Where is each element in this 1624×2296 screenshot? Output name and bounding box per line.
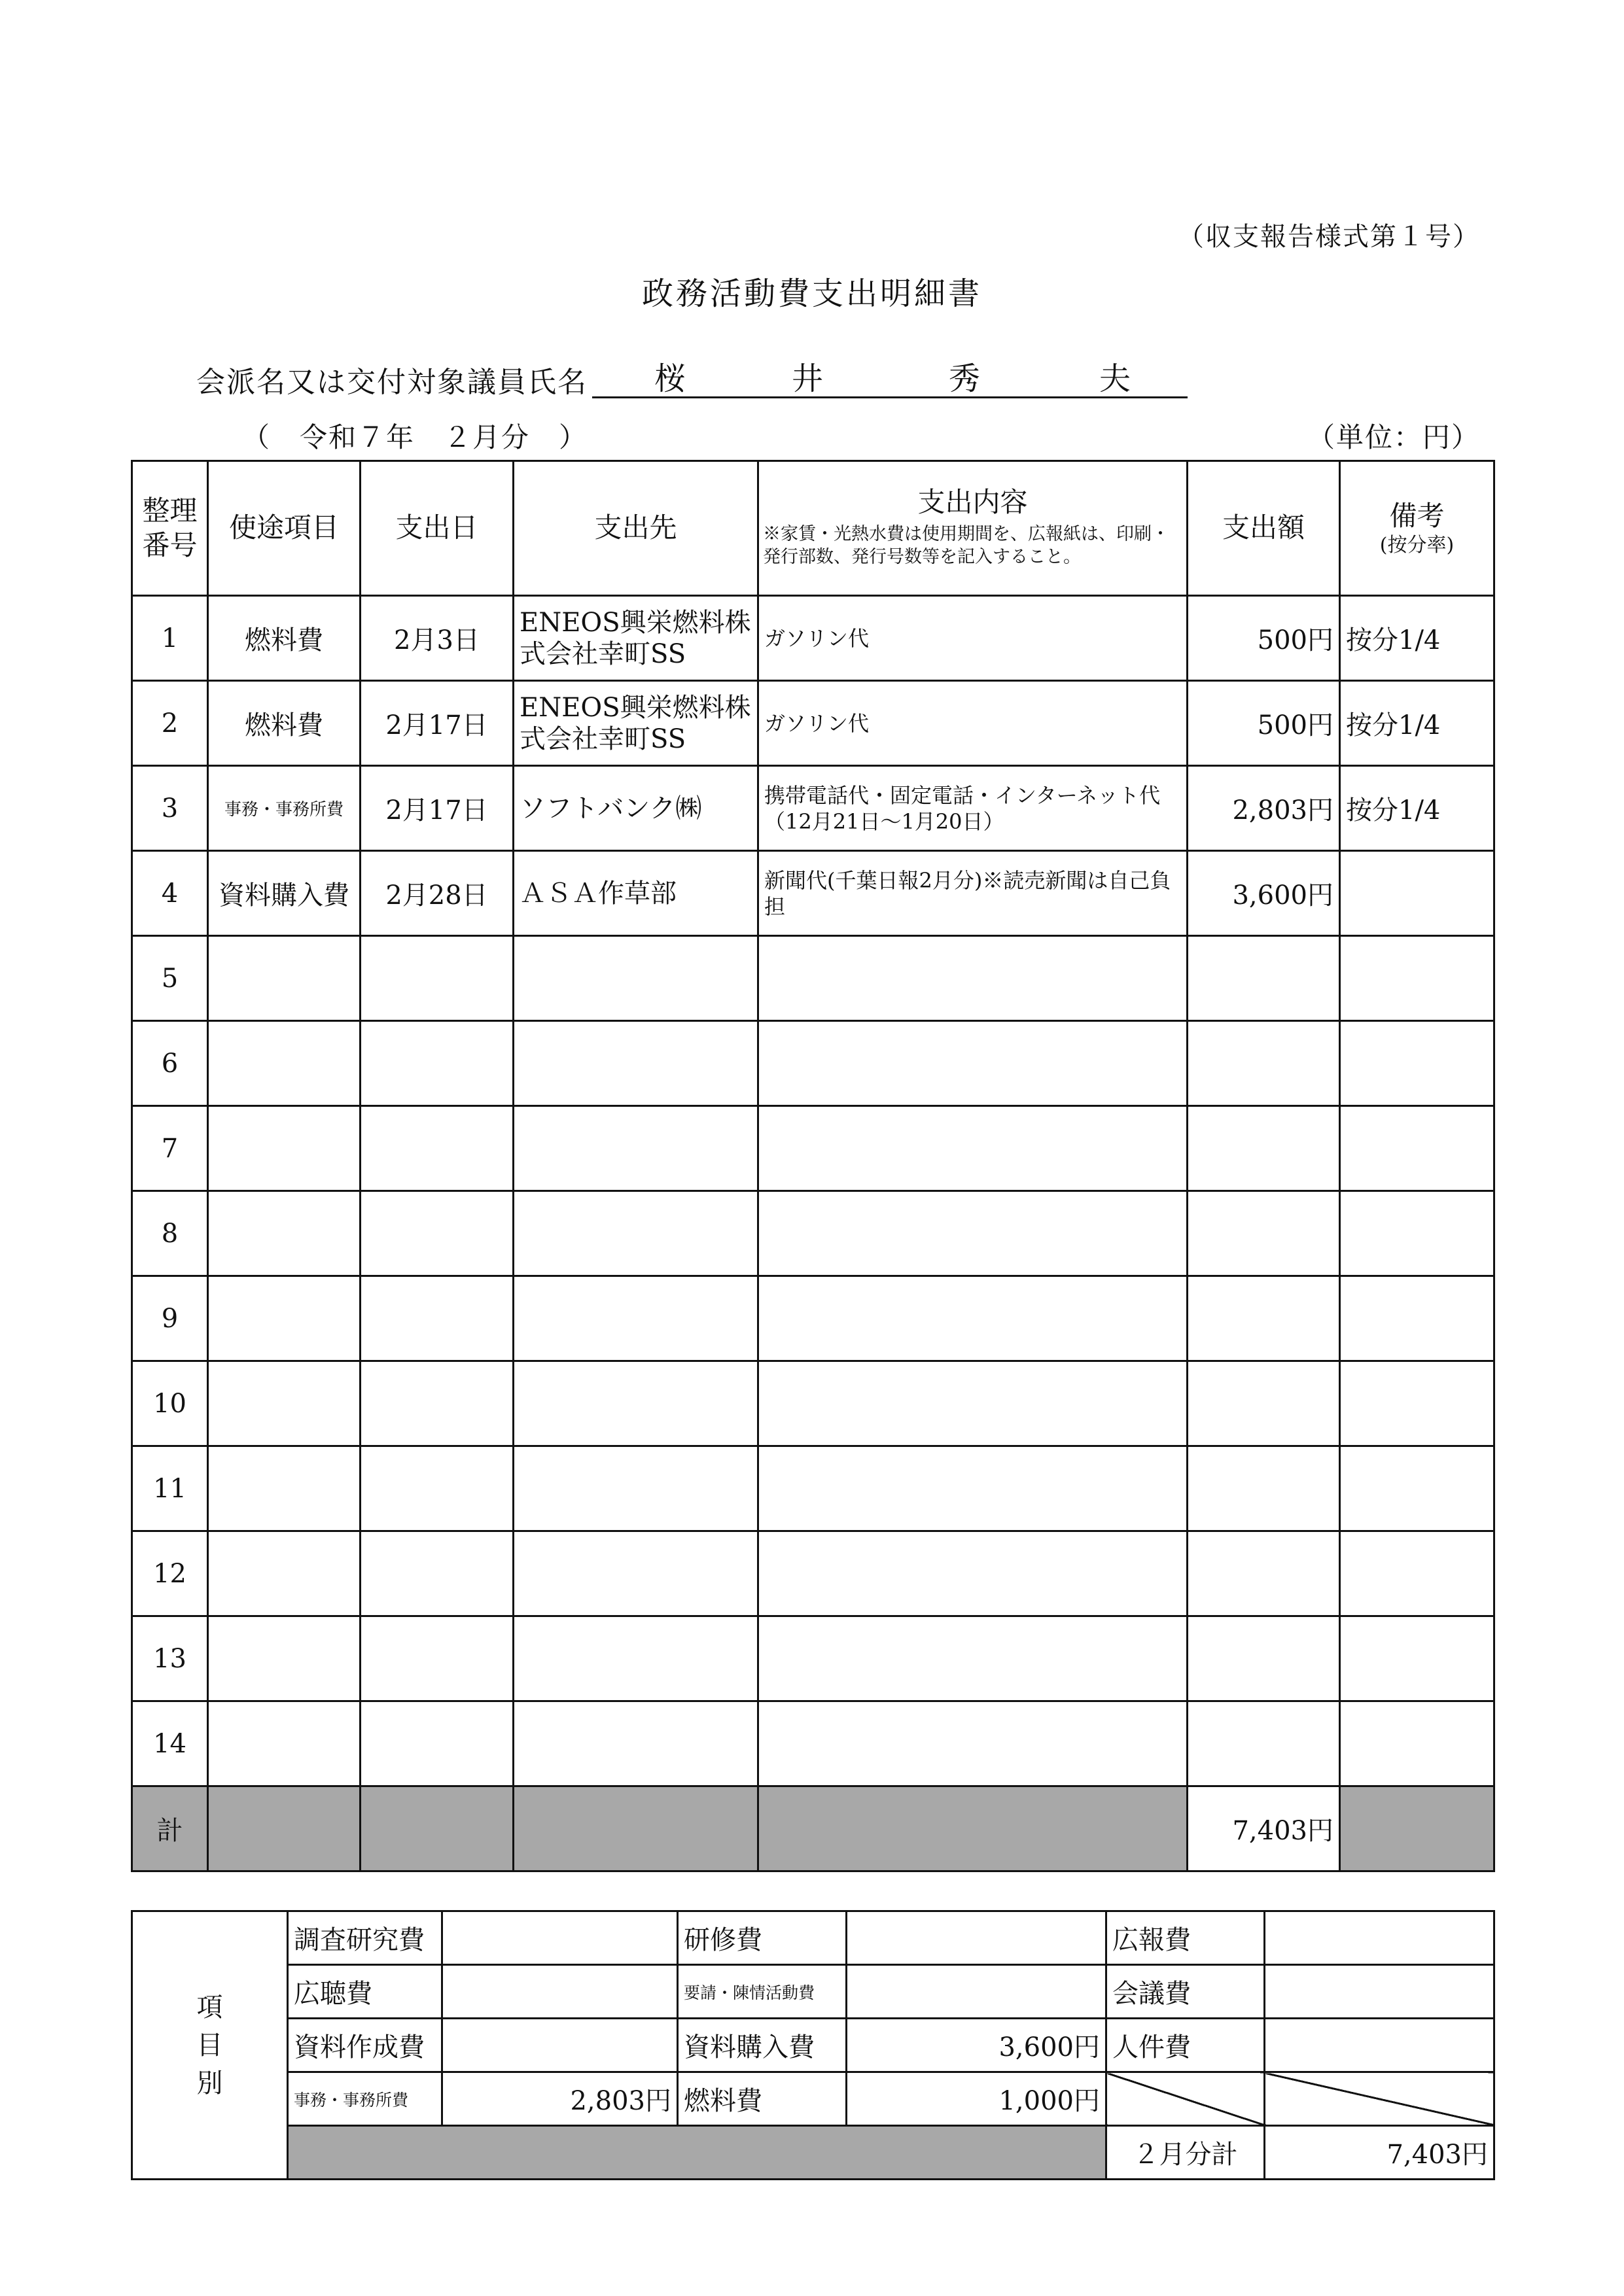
month-total-label: ２月分計 [1106,2126,1265,2180]
summary-doc-purchase-amount: 3,600円 [847,2019,1106,2072]
row-payee [514,1446,758,1531]
total-amount: 7,403円 [1188,1786,1340,1871]
summary-personnel-label: 人件費 [1106,2019,1265,2072]
summary-label: 項目別 [132,1911,288,2180]
row-content [758,1106,1188,1191]
row-no: 4 [132,851,208,936]
row-payee [514,1276,758,1361]
row-use [208,1021,361,1106]
row-content [758,1021,1188,1106]
table-row [132,681,1494,766]
row-amount [1188,1106,1340,1191]
row-remark [1340,1531,1494,1616]
row-amount [1188,1531,1340,1616]
summary-petition-amount [847,1965,1106,2019]
table-row [132,1276,1494,1361]
row-use: 燃料費 [208,596,361,681]
member-name-char: 秀 [949,360,981,397]
row-amount: 3,600円 [1188,851,1340,936]
row-date: 2月28日 [361,851,514,936]
row-amount: 2,803円 [1188,766,1340,851]
row-date: 2月17日 [361,766,514,851]
row-use: 事務・事務所費 [208,766,361,851]
table-row [132,1446,1494,1531]
form-number: （収支報告様式第１号） [1178,222,1480,252]
summary-publicity-label: 広報費 [1106,1911,1265,1965]
table-row [132,1191,1494,1276]
summary-diagonal-cell [1106,2072,1265,2126]
row-payee [514,936,758,1021]
summary-personnel-amount [1265,2019,1494,2072]
row-payee: ENEOS興栄燃料株式会社幸町SS [514,596,758,681]
row-remark: 按分1/4 [1340,596,1494,681]
row-no: 13 [132,1616,208,1701]
summary-doc-creation-amount [442,2019,678,2072]
row-payee: ＡＳＡ作草部 [514,851,758,936]
row-payee: ENEOS興栄燃料株式会社幸町SS [514,681,758,766]
table-row [132,596,1494,681]
row-content [758,1446,1188,1531]
summary-research-amount [442,1911,678,1965]
row-amount [1188,1361,1340,1446]
row-remark [1340,1701,1494,1786]
header-use: 使途項目 [208,461,361,596]
row-content [758,1531,1188,1616]
total-blank [1340,1786,1494,1871]
document-title: 政務活動費支出明細書 [641,275,982,312]
row-no: 8 [132,1191,208,1276]
row-remark [1340,1191,1494,1276]
category-summary-table [131,1910,1495,2180]
row-date [361,1276,514,1361]
row-content [758,1701,1188,1786]
total-blank [514,1786,758,1871]
summary-doc-creation-label: 資料作成費 [288,2019,442,2072]
row-no: 12 [132,1531,208,1616]
total-row [132,1786,1494,1871]
row-remark [1340,1021,1494,1106]
total-label: 計 [132,1786,208,1871]
row-content: 新聞代(千葉日報2月分)※読売新聞は自己負担 [758,851,1188,936]
row-remark: 按分1/4 [1340,766,1494,851]
summary-fuel-amount: 1,000円 [847,2072,1106,2126]
row-payee [514,1191,758,1276]
row-date: 2月17日 [361,681,514,766]
summary-training-label: 研修費 [678,1911,847,1965]
member-label: 会派名又は交付対象議員氏名 [196,366,588,399]
row-date [361,1446,514,1531]
summary-fuel-label: 燃料費 [678,2072,847,2126]
header-content-note: ※家賃・光熱水費は使用期間を、広報紙は、印刷・発行部数、発行号数等を記入すること。 [763,523,1169,567]
row-no: 6 [132,1021,208,1106]
header-date: 支出日 [361,461,514,596]
table-row [132,1021,1494,1106]
table-row [132,936,1494,1021]
month-total-amount: 7,403円 [1265,2126,1494,2180]
row-amount: 500円 [1188,596,1340,681]
row-payee [514,1021,758,1106]
row-payee [514,1616,758,1701]
row-no: 10 [132,1361,208,1446]
row-no: 2 [132,681,208,766]
header-remark-title: 備考 [1389,499,1445,532]
row-remark [1340,1361,1494,1446]
row-date [361,936,514,1021]
summary-gray-area [288,2126,1106,2180]
row-use [208,1361,361,1446]
table-row [132,1531,1494,1616]
row-payee [514,1361,758,1446]
row-payee: ソフトバンク㈱ [514,766,758,851]
row-remark [1340,1616,1494,1701]
table-row [132,1616,1494,1701]
summary-research-label: 調査研究費 [288,1911,442,1965]
row-use [208,1276,361,1361]
expense-table [131,460,1495,1872]
period: （ 令和７年 ２月分 ） [242,421,588,453]
row-amount [1188,1021,1340,1106]
row-use: 燃料費 [208,681,361,766]
header-remark-sub: (按分率) [1379,534,1455,557]
row-use [208,1106,361,1191]
table-row [132,1106,1494,1191]
total-blank [758,1786,1188,1871]
row-amount [1188,1701,1340,1786]
summary-office-amount: 2,803円 [442,2072,678,2126]
row-use [208,1191,361,1276]
row-amount: 500円 [1188,681,1340,766]
row-use [208,1701,361,1786]
header-remark [1340,461,1494,596]
summary-office-label: 事務・事務所費 [288,2072,442,2126]
header-no: 整理番号 [132,461,208,596]
row-no: 7 [132,1106,208,1191]
table-header-row [132,461,1494,596]
table-row [132,766,1494,851]
row-no: 5 [132,936,208,1021]
row-remark [1340,1106,1494,1191]
row-remark [1340,1446,1494,1531]
row-content [758,936,1188,1021]
total-blank [361,1786,514,1871]
row-amount [1188,1191,1340,1276]
header-content [758,461,1188,596]
total-blank [208,1786,361,1871]
summary-petition-label: 要請・陳情活動費 [678,1965,847,2019]
member-name-char: 桜 [654,360,686,397]
row-payee [514,1531,758,1616]
row-content: ガソリン代 [758,596,1188,681]
summary-publicity-amount [1265,1911,1494,1965]
row-payee [514,1106,758,1191]
table-row [132,851,1494,936]
row-payee [514,1701,758,1786]
row-no: 1 [132,596,208,681]
row-amount [1188,1446,1340,1531]
summary-diagonal-cell [1265,2072,1494,2126]
member-name [592,353,1188,398]
table-row [132,1701,1494,1786]
row-date [361,1616,514,1701]
header-payee: 支出先 [514,461,758,596]
row-remark [1340,851,1494,936]
row-use [208,936,361,1021]
row-amount [1188,936,1340,1021]
row-content [758,1616,1188,1701]
row-use [208,1616,361,1701]
summary-training-amount [847,1911,1106,1965]
summary-doc-purchase-label: 資料購入費 [678,2019,847,2072]
member-name-char: 夫 [1099,360,1131,397]
row-no: 14 [132,1701,208,1786]
row-date [361,1106,514,1191]
row-use [208,1531,361,1616]
row-amount [1188,1616,1340,1701]
summary-hearing-label: 広聴費 [288,1965,442,2019]
row-date: 2月3日 [361,596,514,681]
summary-meeting-label: 会議費 [1106,1965,1265,2019]
row-date [361,1191,514,1276]
row-content [758,1276,1188,1361]
row-date [361,1701,514,1786]
row-content [758,1361,1188,1446]
member-name-char: 井 [792,360,824,397]
row-remark [1340,1276,1494,1361]
row-remark [1340,936,1494,1021]
row-use: 資料購入費 [208,851,361,936]
row-remark: 按分1/4 [1340,681,1494,766]
unit-label: （単位：円） [1307,421,1480,453]
row-no: 9 [132,1276,208,1361]
header-amount: 支出額 [1188,461,1340,596]
header-content-title: 支出内容 [917,486,1028,519]
row-date [361,1361,514,1446]
summary-hearing-amount [442,1965,678,2019]
row-no: 11 [132,1446,208,1531]
table-row [132,1361,1494,1446]
summary-meeting-amount [1265,1965,1494,2019]
row-content: ガソリン代 [758,681,1188,766]
row-date [361,1531,514,1616]
row-date [361,1021,514,1106]
row-use [208,1446,361,1531]
row-no: 3 [132,766,208,851]
row-content: 携帯電話代・固定電話・インターネット代（12月21日～1月20日） [758,766,1188,851]
row-content [758,1191,1188,1276]
row-amount [1188,1276,1340,1361]
